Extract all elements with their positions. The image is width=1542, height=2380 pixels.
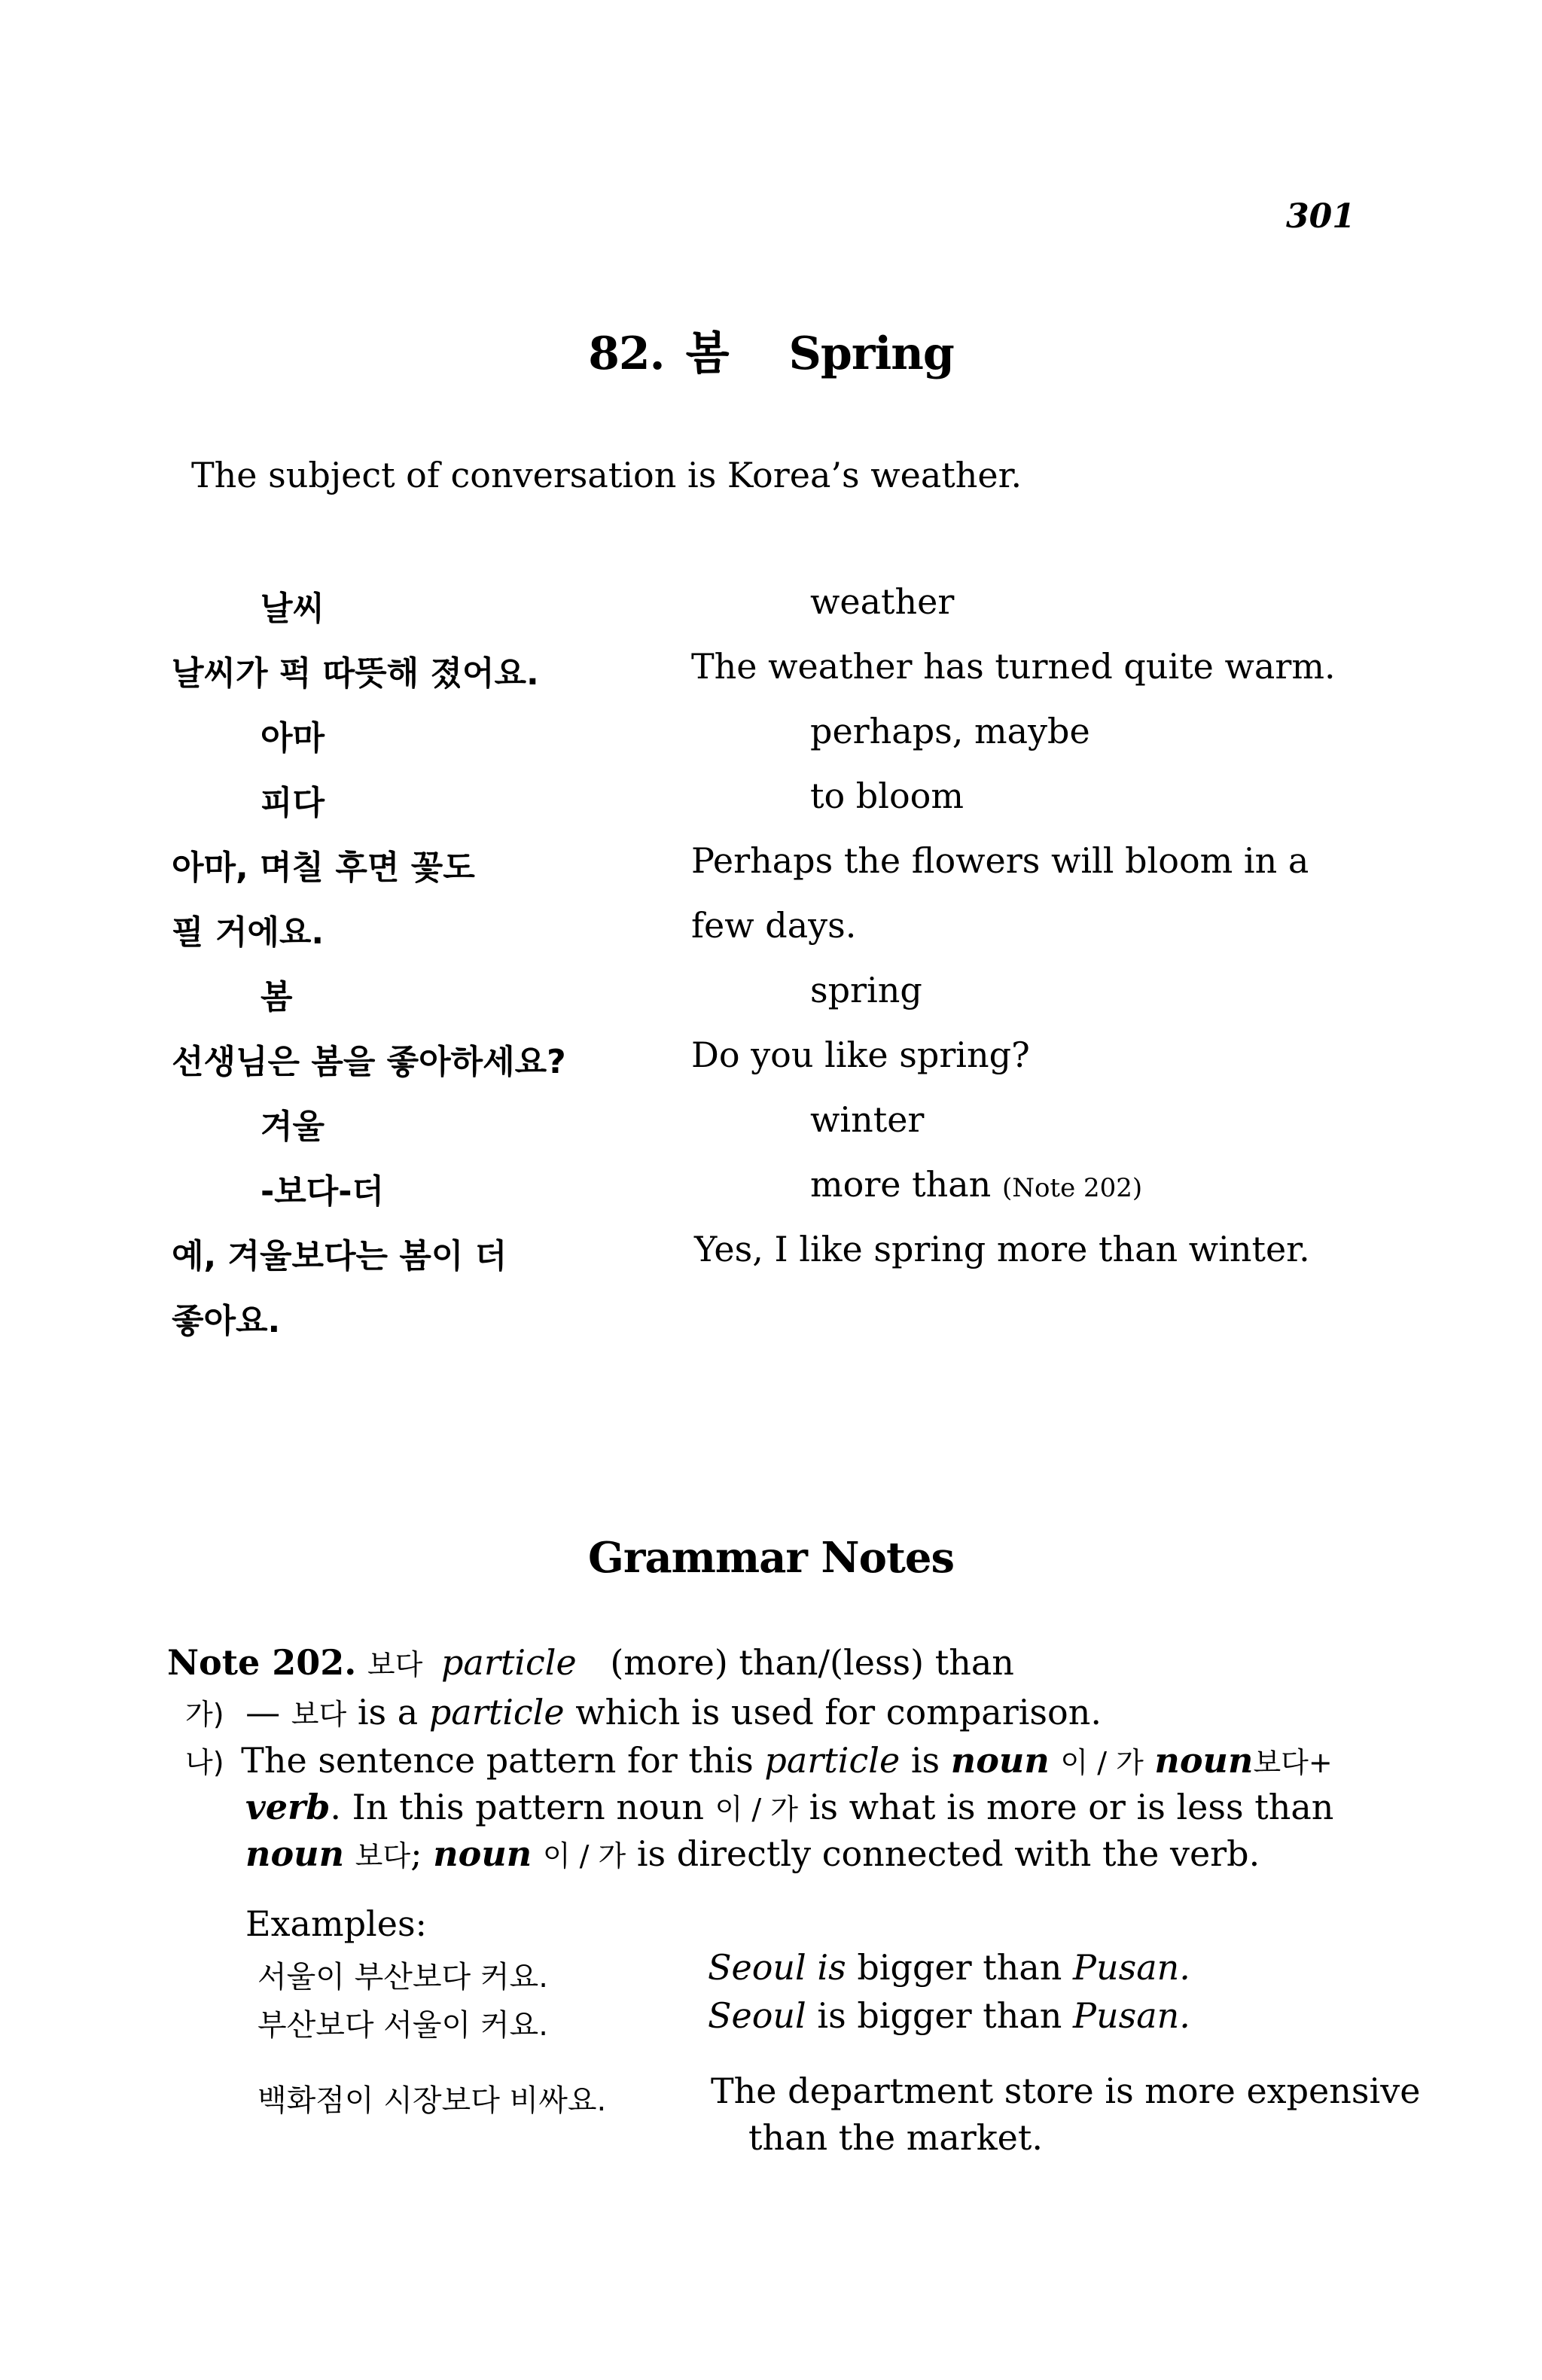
note-reference: (Note 202) <box>1001 1173 1143 1203</box>
example-english-cont: than the market. <box>748 2117 1043 2158</box>
example-english <box>708 1995 1190 2036</box>
example-korean: 백화점이 시장보다 비싸요. <box>258 2083 607 2118</box>
vocab-korean: 겨울 <box>261 1108 325 1146</box>
example-word: Seoul <box>708 1947 806 1988</box>
note-item-b-line1 <box>185 1739 1333 1781</box>
vocab-row <box>0 581 1542 641</box>
vocab-row <box>0 1035 1542 1095</box>
note-type: particle <box>440 1642 577 1683</box>
item-b-particle: particle <box>764 1740 901 1781</box>
item-b-noun: noun <box>950 1740 1050 1781</box>
note-item-b-line3 <box>245 1833 1260 1874</box>
lesson-title-english: Spring <box>788 328 954 380</box>
item-b-korean: 보다+ <box>1253 1746 1333 1779</box>
item-b-text: The sentence pattern for this <box>241 1740 754 1781</box>
vocab-korean: 예, 겨울보다는 봄이 더 <box>172 1237 507 1275</box>
item-a-marker: 가) <box>185 1698 224 1731</box>
item-a-text-end: which is used for comparison. <box>575 1692 1102 1732</box>
item-b-korean: 이 / 가 <box>1060 1746 1144 1779</box>
vocab-english <box>810 1164 1142 1205</box>
item-b-is: is <box>910 1740 940 1781</box>
vocab-row <box>0 776 1542 836</box>
vocab-row <box>0 1294 1542 1354</box>
note-meaning: (more) than/(less) than <box>610 1642 1014 1683</box>
vocab-korean: -보다-더 <box>261 1172 385 1211</box>
vocab-row <box>0 1229 1542 1289</box>
example-word: Pusan. <box>1073 1947 1190 1988</box>
item-b-marker: 나) <box>185 1746 224 1779</box>
vocab-korean: 날씨 <box>261 590 325 628</box>
vocab-english: weather <box>810 581 955 622</box>
item-b-separator: ; <box>410 1833 422 1874</box>
vocab-row <box>0 711 1542 771</box>
vocab-english: few days. <box>691 905 857 946</box>
example-korean: 부산보다 서울이 커요. <box>258 2008 548 2043</box>
vocab-korean: 선생님은 봄을 좋아하세요? <box>172 1043 566 1081</box>
lesson-number: 82. <box>588 328 665 380</box>
vocab-korean: 아마 <box>261 719 325 757</box>
item-b-noun: noun <box>433 1833 532 1874</box>
example-text: is <box>817 1995 846 2036</box>
note-korean: 보다 <box>367 1648 423 1681</box>
vocab-row <box>0 646 1542 706</box>
vocab-english: winter <box>810 1099 925 1140</box>
grammar-heading: Grammar Notes <box>588 1533 954 1583</box>
vocab-korean: 필 거에요. <box>172 913 325 952</box>
vocab-english-text: more than <box>810 1164 992 1205</box>
vocab-english: Perhaps the flowers will bloom in a <box>691 840 1309 881</box>
item-a-text: is a <box>357 1692 419 1732</box>
vocab-row <box>0 905 1542 965</box>
vocab-korean: 피다 <box>261 784 325 822</box>
example-text: bigger than <box>857 1995 1062 2036</box>
item-b-text: is what is more or is less than <box>809 1787 1334 1827</box>
vocab-row <box>0 970 1542 1030</box>
item-b-text: . In this pattern noun <box>330 1787 704 1827</box>
item-b-verb: verb <box>245 1787 331 1827</box>
item-b-noun: noun <box>245 1833 345 1874</box>
example-english <box>708 1947 1190 1988</box>
note-label: Note 202. <box>167 1642 357 1683</box>
vocab-korean: 봄 <box>261 978 293 1016</box>
page-number: 301 <box>1286 197 1355 236</box>
vocab-english: Do you like spring? <box>691 1035 1030 1075</box>
item-b-text: is directly connected with the verb. <box>636 1833 1260 1874</box>
item-a-dash: — <box>245 1692 281 1732</box>
note-header <box>167 1641 1014 1683</box>
examples-label: Examples: <box>245 1903 428 1944</box>
intro-text: The subject of conversation is Korea’s weather. <box>191 455 1022 495</box>
vocab-korean: 좋아요. <box>172 1302 281 1340</box>
vocab-row <box>0 1099 1542 1160</box>
vocab-english: spring <box>810 970 922 1010</box>
vocab-english: to bloom <box>810 776 964 816</box>
example-word: is <box>817 1947 846 1988</box>
item-a-particle: particle <box>428 1692 565 1732</box>
example-english: The department store is more expensive <box>711 2071 1421 2111</box>
vocab-english: Yes, I like spring more than winter. <box>694 1229 1310 1269</box>
example-text: bigger than <box>857 1947 1062 1988</box>
note-item-b-line2 <box>245 1786 1333 1827</box>
lesson-title-korean: 봄 <box>685 328 729 380</box>
example-korean: 서울이 부산보다 커요. <box>258 1960 548 1995</box>
vocab-row <box>0 840 1542 900</box>
example-word: Pusan. <box>1073 1995 1190 2036</box>
example-word: Seoul <box>708 1995 806 2036</box>
item-a-korean: 보다 <box>291 1698 347 1731</box>
vocab-korean: 아마, 며칠 후면 꽃도 <box>172 849 475 887</box>
vocab-english: The weather has turned quite warm. <box>691 646 1336 687</box>
vocab-row <box>0 1164 1542 1224</box>
note-item-a <box>185 1691 1102 1732</box>
item-b-korean: 이 / 가 <box>542 1839 626 1873</box>
item-b-korean: 보다 <box>355 1839 411 1873</box>
item-b-korean: 이 / 가 <box>715 1793 799 1826</box>
item-b-noun: noun <box>1154 1740 1254 1781</box>
vocab-korean: 날씨가 퍽 따뜻해 졌어요. <box>172 654 539 693</box>
vocab-english: perhaps, maybe <box>810 711 1090 751</box>
